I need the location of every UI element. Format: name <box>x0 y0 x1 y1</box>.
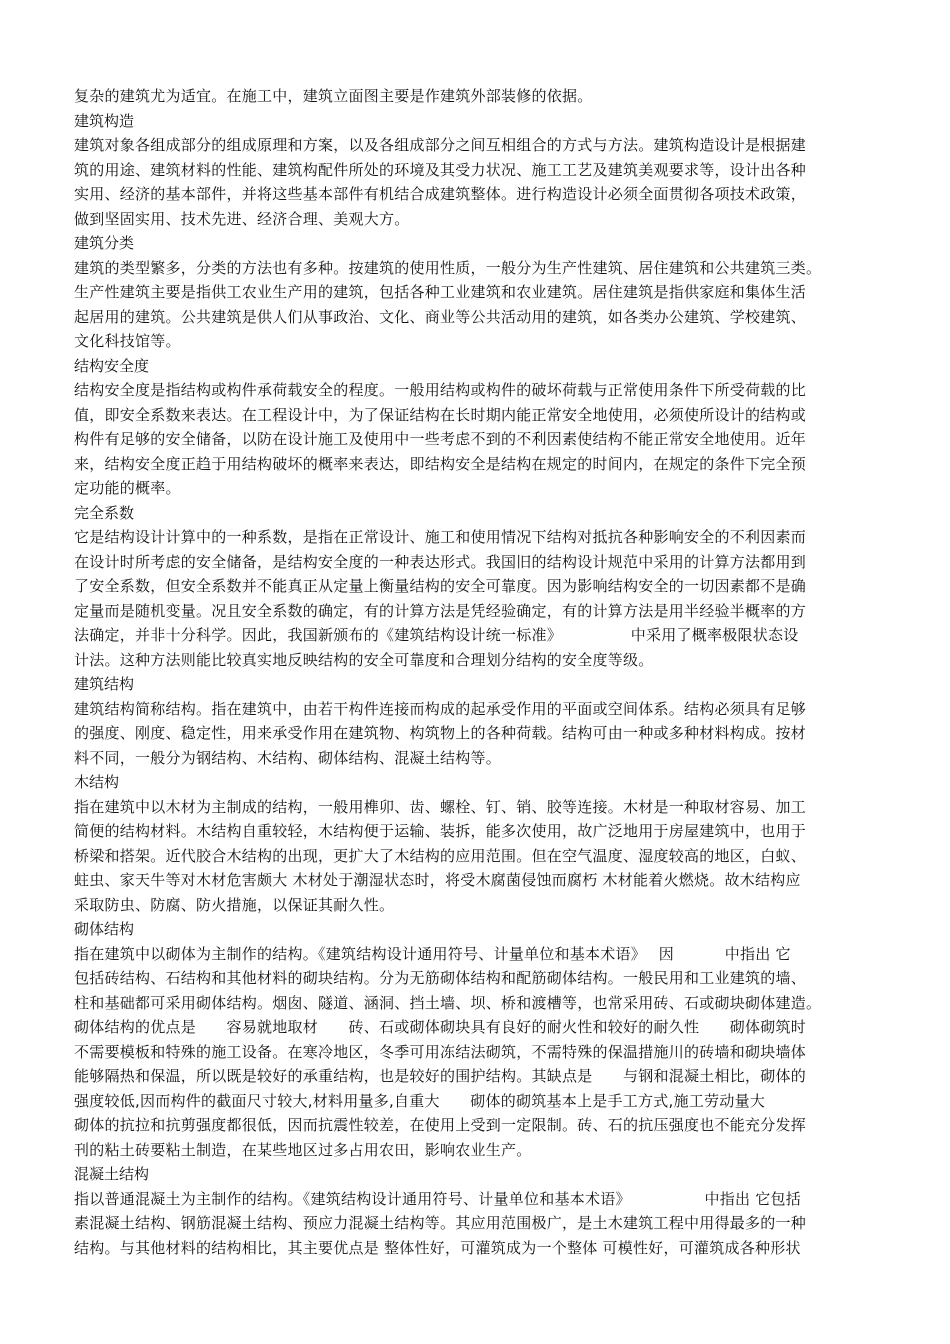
section-heading: 建筑结构 <box>74 675 135 693</box>
text-line: 柱和基础都可采用砌体结构。烟囱、隧道、涵洞、挡土墙、坝、桥和渡槽等，也常采用砖、石或砌块砌体建造。 <box>74 993 822 1012</box>
text-line: 生产性建筑主要是指供工农业生产用的建筑，包括各种工业建筑和农业建筑。居住建筑是指供家庭和集体生活 <box>74 283 807 301</box>
text-line: 指以普通混凝土为主制作的结构。《建筑结构设计通用符号、计量单位和基本术语》 中指出 它包括 <box>74 1189 802 1208</box>
text-line: 起居用的建筑。公共建筑是供人们从事政治、文化、商业等公共活动用的建筑，如各类办公建筑、学校建筑、 <box>74 307 807 326</box>
text-line: 料不同，一般分为钢结构、木结构、砌体结构、混凝土结构等。 <box>74 748 502 767</box>
text-line: 值，即安全系数来表达。在工程设计中，为了保证结构在长时期内能正常安全地使用，必须使所设计的结构或 <box>74 405 807 424</box>
document-page <box>74 84 880 1260</box>
section-heading: 建筑分类 <box>74 234 135 252</box>
text-line: 构件有足够的安全储备，以防在设计施工及使用中一些考虑不到的不利因素使结构不能正常安全地使用。近年 <box>74 430 807 448</box>
text-line: 结构安全度是指结构或构件承荷载安全的程度。一般用结构或构件的破坏荷载与正常使用条件下所受荷载的比 <box>74 381 807 399</box>
text-line: 来，结构安全度正趋于用结构破坏的概率来表达，即结构安全是结构在规定的时间内，在规定的条件下完全预 <box>74 454 807 473</box>
text-line: 包括砖结构、石结构和其他材料的砌块结构。分为无筋砌体结构和配筋砌体结构。一般民用和工业建筑的墙、 <box>74 969 807 987</box>
text-line: 采取防虫、防腐、防火措施，以保证其耐久性。 <box>74 895 395 914</box>
text-line: 桥梁和搭架。近代胶合木结构的出现，更扩大了木结构的应用范围。但在空气温度、湿度较高的地区，白蚁、 <box>74 846 807 865</box>
text-line: 素混凝土结构、钢筋混凝土结构、预应力混凝土结构等。其应用范围极广，是土木建筑工程中用得最多的一种 <box>74 1214 807 1232</box>
text-line: 定功能的概率。 <box>74 479 181 497</box>
text-line: 建筑的类型繁多，分类的方法也有多种。按建筑的使用性质，一般分为生产性建筑、居住建筑和公共建筑三类。 <box>74 258 822 277</box>
text-line: 简便的结构材料。木结构自重较轻，木结构便于运输、装拆，能多次使用，故广泛地用于房屋建筑中，也用于 <box>74 822 807 840</box>
text-line: 做到坚固实用、技术先进、经济合理、美观大方。 <box>74 209 410 228</box>
text-line: 它是结构设计计算中的一种系数，是指在正常设计、施工和使用情况下结构对抵抗各种影响安全的不利因素而 <box>74 528 807 546</box>
text-line: 建筑结构简称结构。指在建筑中，由若干构件连接而构成的起承受作用的平面或空间体系。结构必须具有足够 <box>74 699 807 718</box>
text-line: 强度较低,因而构件的截面尺寸较大,材料用量多,自重大 砌体的砌筑基本上是手工方式,施工劳动量大 <box>74 1091 766 1110</box>
section-heading: 结构安全度 <box>74 356 150 375</box>
section-heading: 木结构 <box>74 773 120 791</box>
text-line: 定量而是随机变量。况且安全系数的确定，有的计算方法是凭经验确定，有的计算方法是用半经验半概率的方 <box>74 601 807 620</box>
section-heading: 完全系数 <box>74 503 135 522</box>
text-line: 在设计时所考虑的安全储备，是结构安全度的一种表达形式。我国旧的结构设计规范中采用的计算方法都用到 <box>74 552 807 571</box>
text-line: 刊的粘土砖要粘土制造，在某些地区过多占用农田，影响农业生产。 <box>74 1140 532 1159</box>
section-heading: 砌体结构 <box>74 920 135 938</box>
text-line: 指在建筑中以木材为主制成的结构，一般用榫卯、齿、螺栓、钉、销、胶等连接。木材是一种取材容易、加工 <box>74 797 807 816</box>
text-line: 建筑对象各组成部分的组成原理和方案，以及各组成部分之间互相组合的方式与方法。建筑构造设计是根据建 <box>74 136 807 154</box>
text-line: 复杂的建筑尤为适宜。在施工中，建筑立面图主要是作建筑外部装修的依据。 <box>74 87 593 105</box>
text-line: 文化科技馆等。 <box>74 332 181 350</box>
text-line: 砌体的抗拉和抗剪强度都很低，因而抗震性较差，在使用上受到一定限制。砖、石的抗压强度也不能充分发挥 <box>74 1116 807 1134</box>
text-line: 砌体结构的优点是 容易就地取材 砖、石或砌体砌块具有良好的耐火性和较好的耐久性 砌体砌筑时 <box>74 1018 807 1036</box>
text-line: 法确定，并非十分科学。因此，我国新颁布的《建筑结构设计统一标准》 中采用了概率极限状态设 <box>74 626 799 644</box>
section-heading: 混凝土结构 <box>74 1165 150 1183</box>
text-line: 指在建筑中以砌体为主制作的结构。《建筑结构设计通用符号、计量单位和基本术语》 因 中指出 它 <box>74 944 791 963</box>
text-line: 计法。这种方法则能比较真实地反映结构的安全可靠度和合理划分结构的安全度等级。 <box>74 650 654 669</box>
text-line: 的强度、刚度、稳定性，用来承受作用在建筑物、构筑物上的各种荷载。结构可由一种或多种材料构成。按材 <box>74 724 807 742</box>
text-line: 蛀虫、家天牛等对木材危害颇大 木材处于潮湿状态时，将受木腐菌侵蚀而腐朽 木材能着火燃烧。故木结构应 <box>74 871 801 889</box>
section-heading: 建筑构造 <box>74 111 135 130</box>
text-line: 结构。与其他材料的结构相比，其主要优点是 整体性好，可灌筑成为一个整体 可模性好，可灌筑成各种形状 <box>74 1238 801 1257</box>
text-line: 不需要模板和特殊的施工设备。在寒冷地区，冬季可用冻结法砌筑，不需特殊的保温措施川的砖墙和砌块墙体 <box>74 1042 807 1061</box>
text-line: 了安全系数，但安全系数并不能真正从定量上衡量结构的安全可靠度。因为影响结构安全的一切因素都不是确 <box>74 577 807 595</box>
text-line: 能够隔热和保温，所以既是较好的承重结构，也是较好的围护结构。其缺点是 与钢和混凝土相比，砌体的 <box>74 1067 807 1085</box>
text-line: 筑的用途、建筑材料的性能、建筑构配件所处的环境及其受力状况、施工工艺及建筑美观要求等，设计出各种 <box>74 160 807 179</box>
text-line: 实用、经济的基本部件，并将这些基本部件有机结合成建筑整体。进行构造设计必须全面贯彻各项技术政策， <box>74 185 807 203</box>
